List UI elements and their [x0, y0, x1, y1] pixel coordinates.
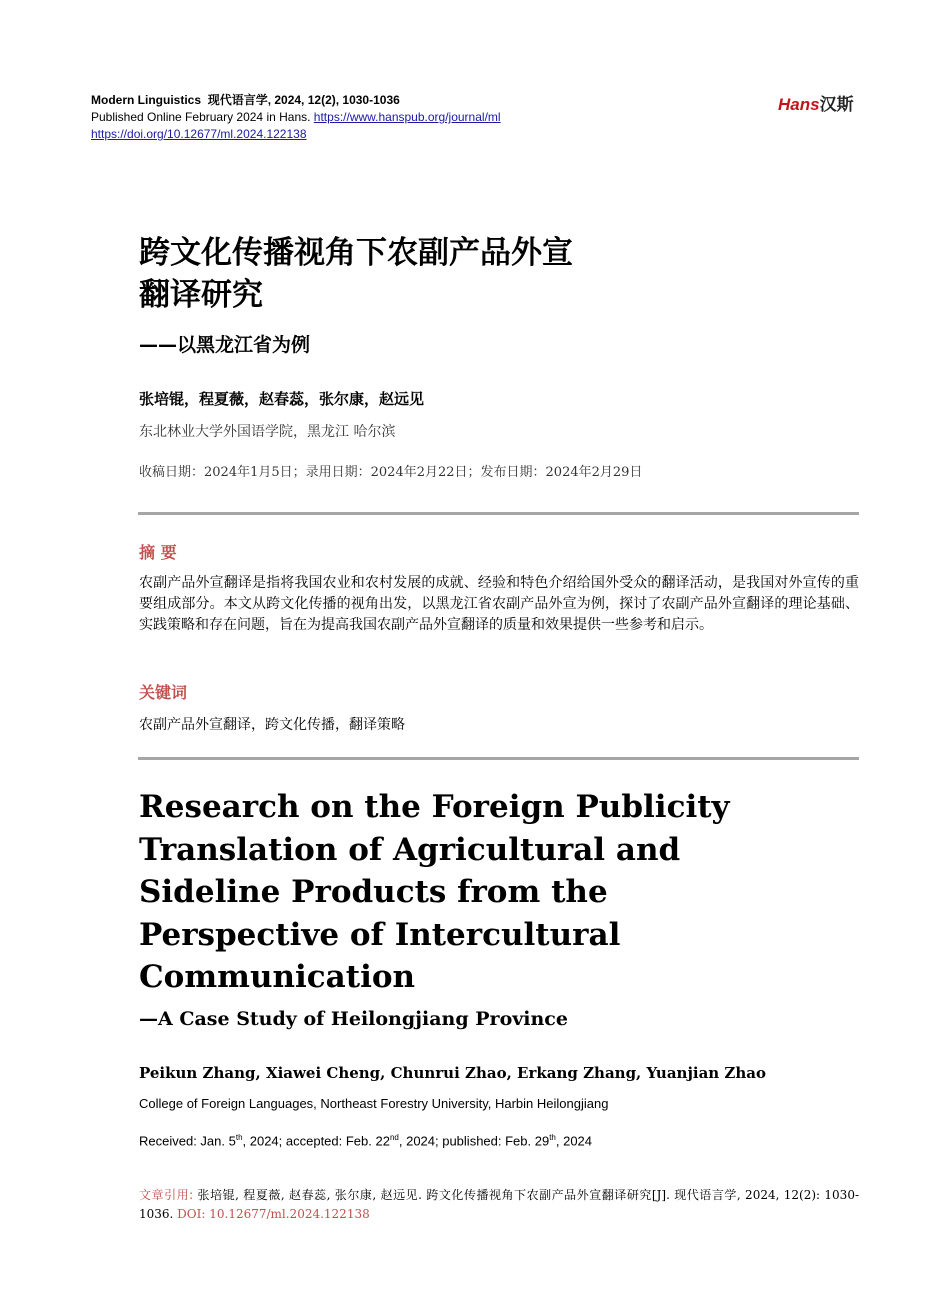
journal-issue: 现代语言学, 2024, 12(2), 1030-1036 [207, 93, 400, 107]
english-title-line: Translation of Agricultural and [139, 831, 681, 868]
chinese-title-line: 翻译研究 [139, 277, 263, 313]
english-title [139, 786, 779, 999]
english-title-line: Research on the Foreign Publicity [139, 789, 730, 825]
keywords-body: 农副产品外宣翻译，跨文化传播，翻译策略 [139, 717, 405, 733]
ordinal-suffix: nd [389, 1133, 399, 1142]
chinese-dates: 收稿日期：2024年1月5日；录用日期：2024年2月22日；发布日期：2024年2月29日 [139, 465, 643, 480]
journal-name: Modern Linguistics [91, 93, 202, 107]
citation-doi[interactable]: DOI: 10.12677/ml.2024.122138 [177, 1207, 370, 1221]
chinese-title [139, 232, 739, 316]
journal-header [91, 92, 501, 143]
hans-logo [778, 90, 854, 115]
ordinal-suffix: th [235, 1133, 243, 1142]
logo-cn: 汉斯 [819, 95, 854, 114]
english-title-line: Communication [139, 959, 416, 995]
divider [138, 512, 859, 515]
ordinal-suffix: th [549, 1133, 556, 1142]
english-title-line: Perspective of Intercultural [139, 916, 621, 953]
english-authors: Peikun Zhang, Xiawei Cheng, Chunrui Zhao, Erkang Zhang, Yuanjian Zhao [139, 1064, 766, 1082]
abstract-body: 农副产品外宣翻译是指将我国农业和农村发展的成就、经验和特色介绍给国外受众的翻译活动，是我国对外宣传的重要组成部分。本文从跨文化传播的视角出发，以黑龙江省农副产品外宣为例，探讨了农副产品外宣翻译的理论基础、实践策略和存在问题，旨在为提高我国农副产品外宣翻译的质量和效果提供一些参考和启示。 [139, 575, 859, 633]
chinese-authors: 张培锟，程夏薇，赵春蕊，张尔康，赵远见 [139, 390, 425, 408]
doi-link[interactable]: https://doi.org/10.12677/ml.2024.122138 [91, 127, 307, 141]
chinese-title-line: 跨文化传播视角下农副产品外宣 [139, 235, 573, 271]
journal-link[interactable]: https://www.hanspub.org/journal/ml [313, 110, 501, 124]
english-affiliation: College of Foreign Languages, Northeast Forestry University, Harbin Heilongjiang [139, 1096, 609, 1111]
chinese-subtitle: ——以黑龙江省为例 [139, 334, 311, 356]
english-subtitle: —A Case Study of Heilongjiang Province [139, 1008, 568, 1030]
citation [139, 1186, 859, 1224]
abstract-heading: 摘 要 [139, 543, 177, 562]
published-year: , 2024 [555, 1133, 593, 1149]
english-title-line: Sideline Products from the [139, 874, 608, 910]
english-dates [139, 1133, 592, 1148]
published-date: , 2024; published: Feb. 29 [398, 1133, 550, 1149]
keywords-heading: 关键词 [139, 683, 188, 702]
citation-text: 张培锟, 程夏薇, 赵春蕊, 张尔康, 赵远见. 跨文化传播视角下农副产品外宣翻译研究[J]. 现代语言学, 2024, 12(2): 1030-1036. [139, 1188, 860, 1221]
chinese-affiliation: 东北林业大学外国语学院，黑龙江 哈尔滨 [139, 424, 396, 440]
published-note: Published Online February 2024 in Hans. [91, 110, 314, 124]
logo-hans: Hans [778, 95, 820, 114]
divider [138, 757, 859, 760]
accepted-date: , 2024; accepted: Feb. 22 [242, 1133, 390, 1149]
citation-label: 文章引用: [139, 1188, 194, 1202]
received-date: Received: Jan. 5 [139, 1133, 236, 1149]
